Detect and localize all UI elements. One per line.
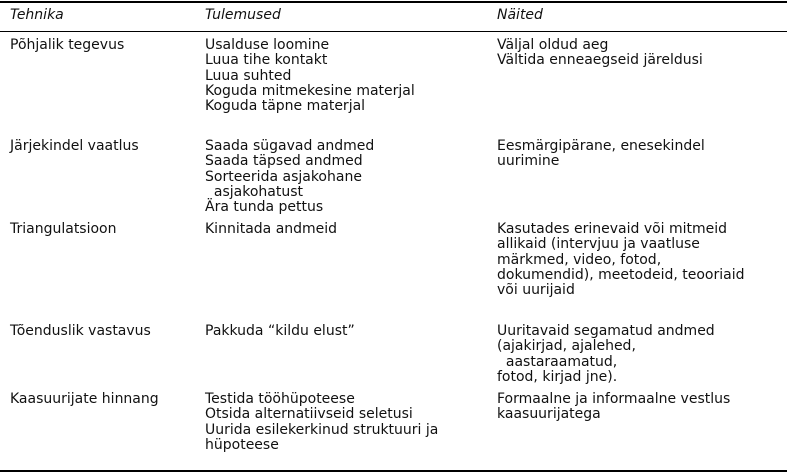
header-rule bbox=[0, 31, 787, 32]
example-line: Kasutades erinevaid või mitmeid bbox=[497, 221, 728, 237]
result-line: Otsida alternatiivseid seletusi bbox=[205, 406, 413, 423]
row-5-technique: Kaasuurijate hinnang bbox=[10, 391, 159, 407]
example-line: Formaalne ja informaalne vestlus bbox=[497, 391, 731, 407]
example-line: dokumendid), meetodeid, teooriaid bbox=[497, 266, 745, 283]
example-line: (ajakirjad, ajalehed, bbox=[497, 338, 636, 355]
row-2-examples bbox=[497, 139, 705, 170]
example-line: Väljal oldud aeg bbox=[497, 37, 609, 53]
top-rule bbox=[0, 1, 787, 3]
row-1-technique: Põhjalik tegevus bbox=[10, 37, 125, 53]
example-line: Uuritavaid segamatud andmed bbox=[497, 323, 715, 339]
example-line: uurimine bbox=[497, 153, 560, 170]
result-line: Uurida esilekerkinud struktuuri ja bbox=[205, 421, 439, 438]
row-2-results bbox=[205, 139, 374, 215]
bottom-rule bbox=[0, 470, 787, 472]
result-line: Kinnitada andmeid bbox=[205, 221, 338, 237]
row-5-examples bbox=[497, 392, 730, 423]
row-3-results bbox=[205, 222, 337, 237]
row-2-technique: Järjekindel vaatlus bbox=[10, 138, 139, 154]
result-line: Saada sügavad andmed bbox=[205, 138, 375, 154]
result-line: Ära tunda pettus bbox=[205, 199, 324, 216]
example-line: kaasuurijatega bbox=[497, 406, 601, 423]
example-line: märkmed, video, fotod, bbox=[497, 251, 662, 268]
example-line: allikaid (intervjuu ja vaatluse bbox=[497, 236, 700, 253]
row-1-examples bbox=[497, 38, 703, 69]
row-5-results bbox=[205, 392, 438, 453]
header-technique: Tehnika bbox=[10, 7, 64, 23]
row-1-results bbox=[205, 38, 415, 114]
result-line: hüpoteese bbox=[205, 436, 279, 453]
row-4-examples bbox=[497, 324, 715, 385]
row-3-examples bbox=[497, 222, 744, 298]
result-line: Saada täpsed andmed bbox=[205, 153, 363, 170]
example-line: Eesmärgipärane, enesekindel bbox=[497, 138, 705, 154]
result-line: Sorteerida asjakohane bbox=[205, 168, 362, 185]
example-line: aastaraamatud, bbox=[497, 353, 618, 370]
row-3-technique: Triangulatsioon bbox=[10, 221, 117, 237]
result-line: Pakkuda “kildu elust” bbox=[205, 323, 355, 339]
header-examples: Näited bbox=[497, 7, 543, 23]
result-line: Luua suhted bbox=[205, 67, 292, 84]
result-line: Koguda täpne materjal bbox=[205, 98, 366, 115]
row-4-technique: Tõenduslik vastavus bbox=[10, 323, 151, 339]
example-line: fotod, kirjad jne). bbox=[497, 368, 618, 385]
result-line: Luua tihe kontakt bbox=[205, 52, 328, 69]
row-4-results bbox=[205, 324, 355, 339]
result-line: Koguda mitmekesine materjal bbox=[205, 82, 415, 99]
example-line: Vältida enneaegseid järeldusi bbox=[497, 52, 703, 69]
result-line: asjakohatust bbox=[205, 183, 304, 200]
header-results: Tulemused bbox=[205, 7, 281, 23]
example-line: või uurijaid bbox=[497, 282, 575, 299]
result-line: Usalduse loomine bbox=[205, 37, 330, 53]
result-line: Testida tööhüpoteese bbox=[205, 391, 355, 407]
